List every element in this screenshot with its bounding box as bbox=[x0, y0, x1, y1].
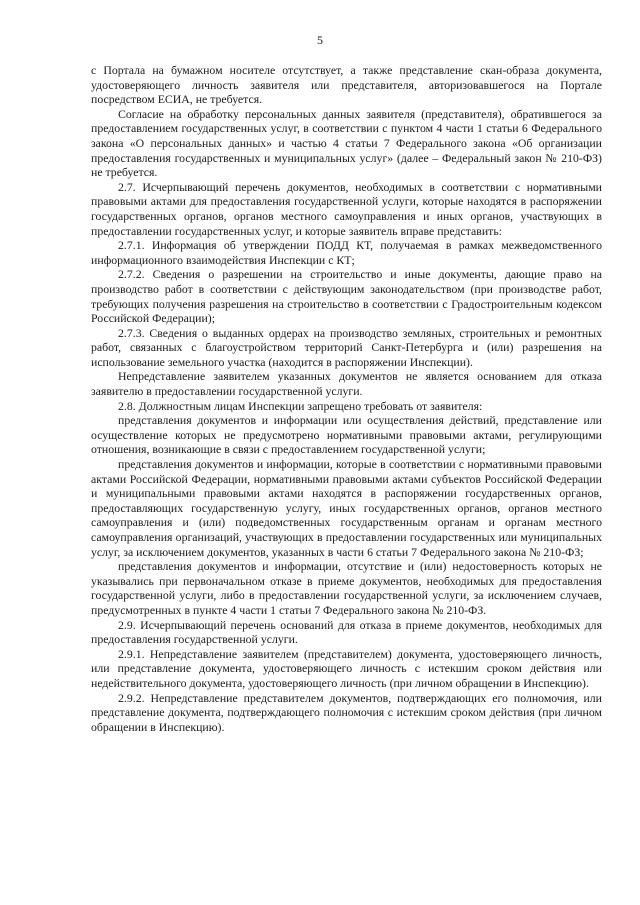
paragraph-2-7-3: 2.7.3. Сведения о выданных ордерах на производство земляных, строительных и ремонтных работ, связанных с благоустройством территорий Санкт-Петербурга и (или) разрешения на использование земельного участка (находится в распоряжении Инспекции). bbox=[91, 325, 602, 369]
paragraph-consent: Согласие на обработку персональных данных заявителя (представителя), обратившегося за предоставлением государственных услуг, в соответствии с пунктом 4 части 1 статьи 6 Федерального закона «О персональных данных» и частью 4 статьи 7 Федерального закона «Об организации предоставления государственных и муниципальных услуг» (далее – Федеральный закон № 210-ФЗ) не требуется. bbox=[91, 106, 602, 180]
paragraph-2-9-2: 2.9.2. Непредставление представителем документов, подтверждающих его полномочия, или представление документа, подтверждающего полномочия с истекшим сроком действия (при личном обращении в Инспекцию). bbox=[91, 690, 602, 734]
paragraph-2-9: 2.9. Исчерпывающий перечень оснований для отказа в приеме документов, необходимых для предоставления государственной услуги. bbox=[91, 617, 602, 647]
paragraph-portal-scan: с Портала на бумажном носителе отсутствует, а также представление скан-образа документа, удостоверяющего личность заявителя или представителя, авторизовавшегося на Портале посредством ЕСИА, не требуется. bbox=[91, 63, 602, 107]
paragraph-2-8-item-1: представления документов и информации или осуществления действий, представление или осуществление которых не предусмотрено нормативными правовыми актами, регулирующими отношения, возникающие в связи с предоставлением государственной услуги; bbox=[91, 413, 602, 457]
paragraph-2-8-item-2: представления документов и информации, которые в соответствии с нормативными правовыми актами Российской Федерации, нормативными правовыми актами субъектов Российской Федерации и муниципальными правовыми актами находятся в распоряжении государственных органов, предоставляющих государственную услугу, иных государственных органов, органов местного самоуправления и (или) подведомственных государственным органам и органам местного самоуправления организаций, участвующих в предоставлении государственных или муниципальных услуг, за исключением документов, указанных в части 6 статьи 7 Федерального закона № 210-ФЗ; bbox=[91, 457, 602, 559]
page-number: 5 bbox=[317, 33, 323, 47]
paragraph-2-7-1: 2.7.1. Информация об утверждении ПОДД КТ, получаемая в рамках межведомственного информационного взаимодействия Инспекции с КТ; bbox=[91, 238, 602, 267]
paragraph-2-8: 2.8. Должностным лицам Инспекции запрещено требовать от заявителя: bbox=[118, 398, 483, 413]
paragraph-2-7-2: 2.7.2. Сведения о разрешении на строительство и иные документы, дающие право на производство работ в соответствии с действующим законодательством (при производстве работ, требующих получения разрешения на строительство в соответствии с Градостроительным кодексом Российской Федерации); bbox=[91, 267, 602, 326]
paragraph-non-submission: Непредставление заявителем указанных документов не является основанием для отказа заявителю в предоставлении государственной услуги. bbox=[91, 369, 602, 399]
paragraph-2-9-1: 2.9.1. Непредставление заявителем (представителем) документа, удостоверяющего личность, или представление документа, удостоверяющего личность с истекшим сроком действия или недействительного документа, удостоверяющего личность (при личном обращении в Инспекцию). bbox=[91, 646, 602, 690]
paragraph-2-8-item-3: представления документов и информации, отсутствие и (или) недостоверность которых не указывались при первоначальном отказе в приеме документов, необходимых для предоставления государственной услуги, либо в предоставлении государственной услуги, за исключением случаев, предусмотренных в пункте 4 части 1 статьи 7 Федерального закона № 210-ФЗ. bbox=[91, 559, 602, 617]
paragraph-2-7: 2.7. Исчерпывающий перечень документов, необходимых в соответствии с нормативными правовыми актами для предоставления государственной услуги, которые находятся в распоряжении государственных органов, органов местного самоуправления и иных органов, участвующих в предоставлении государственных услуг, и которые заявитель вправе представить: bbox=[91, 179, 602, 238]
document-body bbox=[91, 63, 602, 734]
